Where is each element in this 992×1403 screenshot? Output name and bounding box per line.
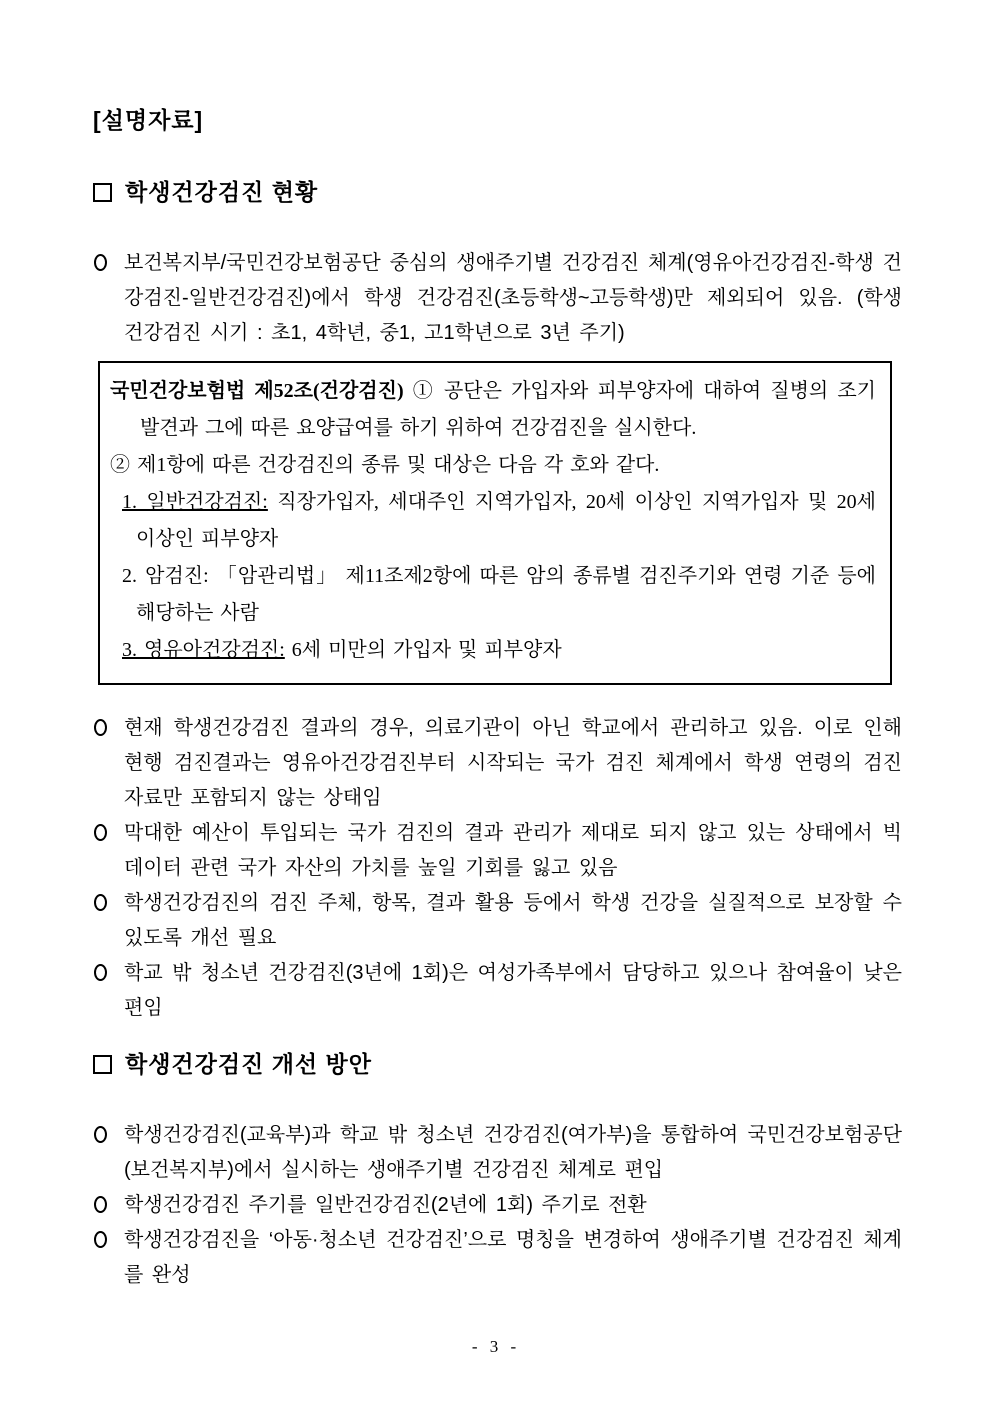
page-title: [설명자료] — [93, 107, 204, 133]
bullet-item — [93, 816, 902, 886]
circle-bullet-icon — [94, 719, 107, 736]
bullet-item — [93, 886, 902, 956]
bullet-item — [93, 246, 902, 351]
section2-heading — [93, 1050, 902, 1078]
circle-bullet-icon — [94, 964, 107, 981]
bullet-item — [93, 1118, 902, 1188]
law-item-text: 6세 미만의 가입자 및 피부양자 — [291, 639, 562, 661]
bullet-text: 보건복지부/국민건강보험공단 중심의 생애주기별 건강검진 체계(영유아건강검진-학생 건강검진-일반건강검진)에서 학생 건강검진(초등학생~고등학생)만 제외되어 있음. (학생 건강검진 시기 : 초1, 4학년, 중1, 고1학년으로 3년 주기) — [124, 252, 902, 344]
circle-bullet-icon — [94, 1196, 107, 1213]
circle-bullet-icon — [94, 894, 107, 911]
circle-bullet-icon — [94, 1231, 107, 1248]
square-bullet-icon — [93, 1055, 112, 1074]
page-number: - 3 - — [471, 1337, 521, 1356]
bullet-text: 학생건강검진을 ‘아동·청소년 건강검진’으로 명칭을 변경하여 생애주기별 건강검진 체계를 완성 — [124, 1229, 902, 1286]
bullet-text: 현재 학생건강검진 결과의 경우, 의료기관이 아닌 학교에서 관리하고 있음. 이로 인해 현행 검진결과는 영유아건강검진부터 시작되는 국가 검진 체계에서 학생 연령의 검진 자료만 포함되지 않는 상태임 — [124, 717, 902, 809]
law-item — [110, 484, 876, 558]
section1-heading — [93, 178, 902, 206]
law-clause-2: ② 제1항에 따른 건강검진의 종류 및 대상은 다음 각 호와 같다. — [110, 454, 660, 476]
bullet-item — [93, 711, 902, 816]
law-item — [110, 558, 876, 632]
bullet-text: 학생건강검진(교육부)과 학교 밖 청소년 건강검진(여가부)을 통합하여 국민건강보험공단(보건복지부)에서 실시하는 생애주기별 건강검진 체계로 편입 — [124, 1124, 902, 1181]
bullet-item — [93, 1223, 902, 1293]
bullet-item — [93, 1188, 902, 1223]
circle-bullet-icon — [94, 254, 107, 271]
law-item — [110, 632, 876, 669]
law-item-lead: 2. 암검진: — [122, 565, 209, 587]
bullet-text: 학교 밖 청소년 건강검진(3년에 1회)은 여성가족부에서 담당하고 있으나 참여율이 낮은 편임 — [124, 962, 902, 1019]
square-bullet-icon — [93, 183, 112, 202]
law-box — [98, 361, 892, 685]
law-item-text: 직장가입자, 세대주인 지역가입자, 20세 이상인 지역가입자 및 20세 이상인 피부양자 — [136, 491, 876, 550]
bullet-text: 학생건강검진 주기를 일반건강검진(2년에 1회) 주기로 전환 — [124, 1194, 647, 1216]
bullet-item — [93, 956, 902, 1026]
circle-bullet-icon — [94, 1126, 107, 1143]
law-title: 국민건강보험법 제52조(건강검진) — [110, 380, 404, 402]
bullet-text: 학생건강검진의 검진 주체, 항목, 결과 활용 등에서 학생 건강을 실질적으로 보장할 수 있도록 개선 필요 — [124, 892, 902, 949]
section1-heading-label: 학생건강검진 현황 — [125, 179, 319, 205]
section2-heading-label: 학생건강검진 개선 방안 — [125, 1051, 372, 1077]
law-item-lead: 1. 일반건강검진: — [122, 491, 268, 513]
law-item-lead: 3. 영유아건강검진: — [122, 639, 285, 661]
law-item-text: 「암관리법」 제11조제2항에 따른 암의 종류별 검진주기와 연령 기준 등에 해당하는 사람 — [136, 565, 876, 624]
circle-bullet-icon — [94, 824, 107, 841]
law-clause-1 — [110, 373, 876, 447]
law-clause-1-text: ① 공단은 가입자와 피부양자에 대하여 질병의 조기 발견과 그에 따른 요양급여를 하기 위하여 건강검진을 실시한다. — [140, 380, 876, 439]
bullet-text: 막대한 예산이 투입되는 국가 검진의 결과 관리가 제대로 되지 않고 있는 상태에서 빅데이터 관련 국가 자산의 가치를 높일 기회를 잃고 있음 — [124, 822, 902, 879]
